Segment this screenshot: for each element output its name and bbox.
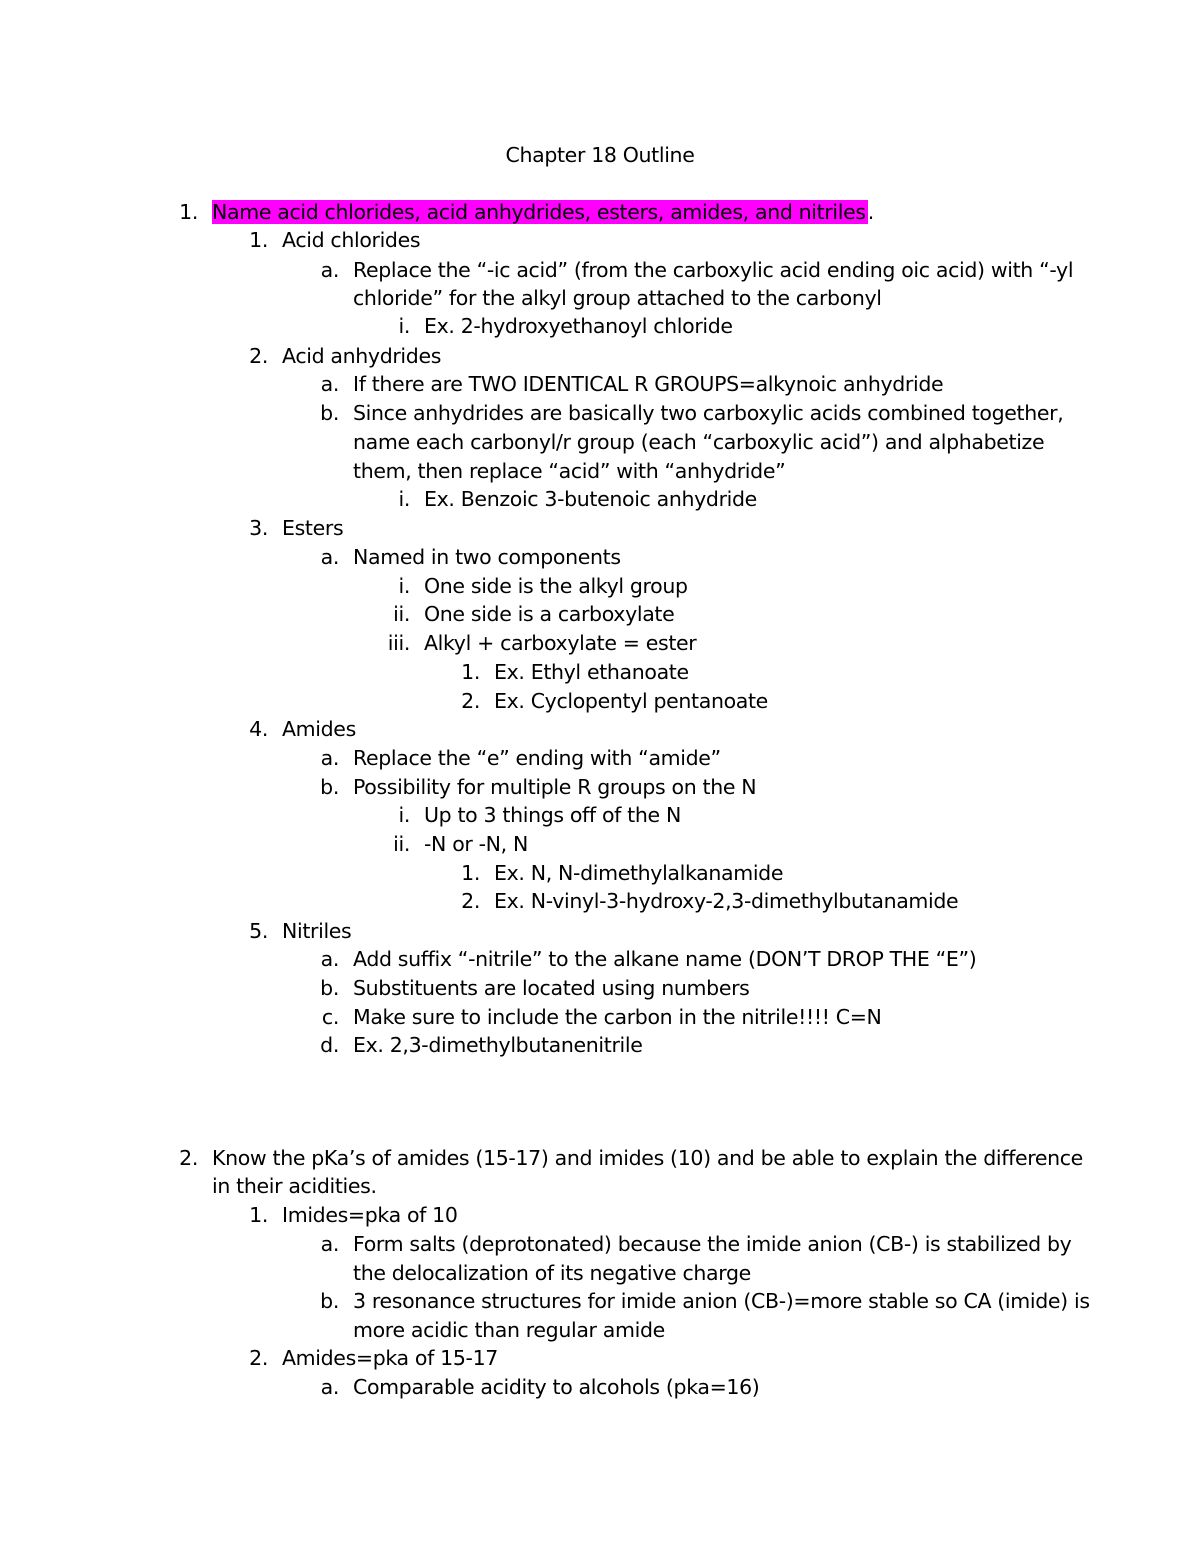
outline-line xyxy=(320,744,721,773)
line-text: Amides xyxy=(282,717,356,741)
outline-line xyxy=(461,887,959,916)
list-marker: a. xyxy=(320,372,339,396)
line-text: 3 resonance structures for imide anion (CB-)=more stable so CA (imide) is xyxy=(353,1289,1090,1313)
list-marker: 2. xyxy=(461,889,480,913)
outline-line xyxy=(320,1287,1090,1316)
line-text: Ex. Ethyl ethanoate xyxy=(494,660,689,684)
list-marker: 2. xyxy=(179,1146,198,1170)
line-text: Acid chlorides xyxy=(282,228,421,252)
outline-line xyxy=(320,543,621,572)
outline-line xyxy=(393,600,675,629)
list-marker: a. xyxy=(320,258,339,282)
highlighted-text: Name acid chlorides, acid anhydrides, esters, amides, and nitriles xyxy=(212,200,866,224)
outline-line xyxy=(398,485,757,514)
line-text: chloride” for the alkyl group attached to the carbonyl xyxy=(353,286,882,310)
list-marker: c. xyxy=(321,1005,339,1029)
outline-line xyxy=(353,284,882,313)
outline-line xyxy=(212,1172,377,1201)
line-text: Nitriles xyxy=(282,919,352,943)
outline-line xyxy=(249,1344,498,1373)
list-marker: 4. xyxy=(249,717,268,741)
line-text: Ex. N, N-dimethylalkanamide xyxy=(494,861,784,885)
line-text: the delocalization of its negative charge xyxy=(353,1261,751,1285)
line-text: Ex. Cyclopentyl pentanoate xyxy=(494,689,768,713)
outline-line xyxy=(249,715,356,744)
line-text: Ex. 2,3-dimethylbutanenitrile xyxy=(353,1033,643,1057)
outline-line xyxy=(320,256,1074,285)
list-marker: a. xyxy=(320,947,339,971)
line-suffix: . xyxy=(867,200,874,224)
outline-line xyxy=(393,830,528,859)
line-text: -N or -N, N xyxy=(424,832,528,856)
line-text: Esters xyxy=(282,516,344,540)
outline-line xyxy=(353,457,785,486)
outline-line xyxy=(249,226,421,255)
list-marker: a. xyxy=(320,545,339,569)
outline-line xyxy=(249,1201,458,1230)
outline-line xyxy=(353,1259,751,1288)
line-text: Replace the “-ic acid” (from the carboxylic acid ending oic acid) with “-yl xyxy=(353,258,1074,282)
outline-line xyxy=(249,514,344,543)
list-marker: ii. xyxy=(393,832,410,856)
list-marker: d. xyxy=(320,1033,339,1057)
list-marker: 1. xyxy=(249,228,268,252)
list-marker: iii. xyxy=(387,631,410,655)
line-text: Acid anhydrides xyxy=(282,344,442,368)
page-title: Chapter 18 Outline xyxy=(505,143,695,167)
list-marker: ii. xyxy=(393,602,410,626)
outline-line xyxy=(249,342,442,371)
outline-line xyxy=(320,1031,643,1060)
list-marker: 1. xyxy=(249,1203,268,1227)
list-marker: 5. xyxy=(249,919,268,943)
line-text: more acidic than regular amide xyxy=(353,1318,665,1342)
list-marker: a. xyxy=(320,1375,339,1399)
outline-line xyxy=(320,1373,760,1402)
line-text: Up to 3 things off of the N xyxy=(424,803,681,827)
outline-line xyxy=(249,917,352,946)
line-text: Ex. N-vinyl-3-hydroxy-2,3-dimethylbutanamide xyxy=(494,889,959,913)
outline-line xyxy=(353,1316,665,1345)
line-text: in their acidities. xyxy=(212,1174,377,1198)
list-marker: 1. xyxy=(461,861,480,885)
outline-line xyxy=(320,1230,1072,1259)
line-text: Know the pKa’s of amides (15-17) and imides (10) and be able to explain the difference xyxy=(212,1146,1083,1170)
line-text: Named in two components xyxy=(353,545,621,569)
list-marker: 2. xyxy=(249,344,268,368)
outline-line xyxy=(179,198,874,227)
line-text: them, then replace “acid” with “anhydride” xyxy=(353,459,786,483)
line-text: Alkyl + carboxylate = ester xyxy=(424,631,697,655)
outline-line xyxy=(320,773,757,802)
list-marker: a. xyxy=(320,1232,339,1256)
outline-line xyxy=(320,945,977,974)
line-text: Amides=pka of 15-17 xyxy=(282,1346,498,1370)
outline-line xyxy=(387,629,697,658)
line-text: Imides=pka of 10 xyxy=(282,1203,458,1227)
outline-line xyxy=(320,974,750,1003)
line-text: Possibility for multiple R groups on the N xyxy=(353,775,757,799)
line-text: Ex. Benzoic 3-butenoic anhydride xyxy=(424,487,757,511)
outline-line xyxy=(461,658,689,687)
line-text: Comparable acidity to alcohols (pka=16) xyxy=(353,1375,760,1399)
line-text: Make sure to include the carbon in the nitrile!!!! C=N xyxy=(353,1005,882,1029)
outline-line xyxy=(320,399,1064,428)
list-marker: i. xyxy=(398,314,410,338)
outline-line xyxy=(179,1144,1083,1173)
list-marker: a. xyxy=(320,746,339,770)
line-text: Since anhydrides are basically two carboxylic acids combined together, xyxy=(353,401,1064,425)
outline-line xyxy=(398,312,733,341)
list-marker: i. xyxy=(398,487,410,511)
outline-line xyxy=(320,370,944,399)
list-marker: i. xyxy=(398,803,410,827)
line-text: One side is the alkyl group xyxy=(424,574,688,598)
line-text: name each carbonyl/r group (each “carboxylic acid”) and alphabetize xyxy=(353,430,1045,454)
outline-line xyxy=(398,801,681,830)
line-text: Replace the “e” ending with “amide” xyxy=(353,746,721,770)
outline-line xyxy=(321,1003,882,1032)
outline-line xyxy=(461,687,768,716)
list-marker: b. xyxy=(320,976,339,1000)
list-marker: b. xyxy=(320,401,339,425)
list-marker: 2. xyxy=(461,689,480,713)
line-text: If there are TWO IDENTICAL R GROUPS=alkynoic anhydride xyxy=(353,372,944,396)
list-marker: b. xyxy=(320,775,339,799)
line-text: Form salts (deprotonated) because the imide anion (CB-) is stabilized by xyxy=(353,1232,1072,1256)
line-text: Add suffix “-nitrile” to the alkane name (DON’T DROP THE “E”) xyxy=(353,947,977,971)
list-marker: 3. xyxy=(249,516,268,540)
list-marker: b. xyxy=(320,1289,339,1313)
outline-line xyxy=(353,428,1044,457)
outline-line xyxy=(398,572,688,601)
list-marker: 1. xyxy=(179,200,198,224)
list-marker: 2. xyxy=(249,1346,268,1370)
line-text: Substituents are located using numbers xyxy=(353,976,750,1000)
list-marker: i. xyxy=(398,574,410,598)
line-text: One side is a carboxylate xyxy=(424,602,675,626)
outline-line xyxy=(461,859,784,888)
list-marker: 1. xyxy=(461,660,480,684)
line-text: Ex. 2-hydroxyethanoyl chloride xyxy=(424,314,733,338)
